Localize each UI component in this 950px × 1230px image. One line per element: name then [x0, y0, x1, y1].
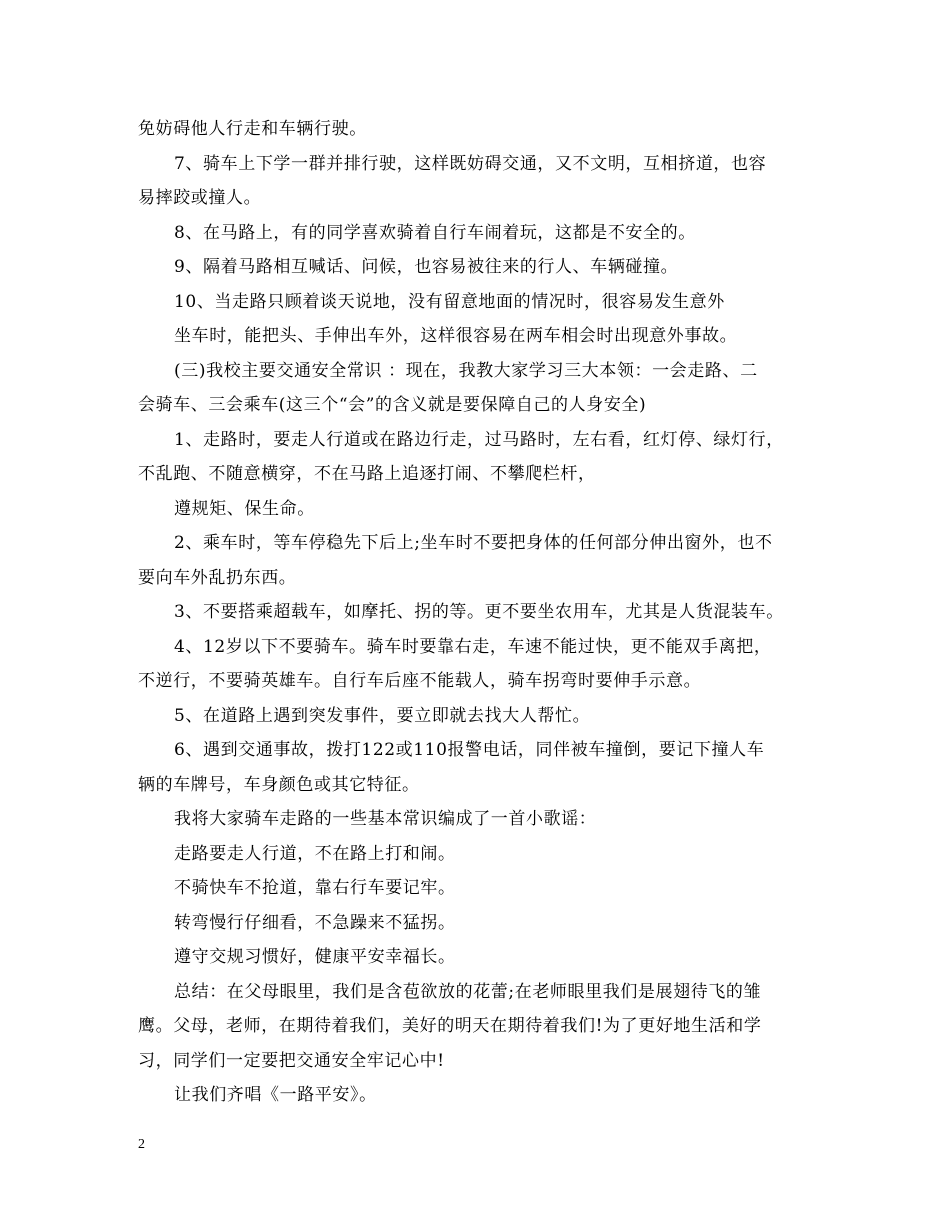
rhyme-line: 转弯慢行仔细看，不急躁来不猛拐。: [174, 912, 456, 933]
paragraph-line: 鹰。父母，老师，在期待着我们，美好的明天在期待着我们!为了更好地生活和学: [138, 1016, 762, 1036]
paragraph-line: 5、在道路上遇到突发事件，要立即就去找大人帮忙。: [174, 705, 591, 726]
paragraph-line: 让我们齐唱《一路平安》。: [174, 1085, 377, 1105]
paragraph-line: 习，同学们一定要把交通安全牢记心中!: [138, 1050, 445, 1071]
rhyme-line: 遵守交规习惯好，健康平安幸福长。: [174, 947, 456, 967]
paragraph-line: 7、骑车上下学一群并排行驶，这样既妨碍交通，又不文明，互相挤道，也容: [174, 153, 767, 174]
paragraph-line: 10、当走路只顾着谈天说地，没有留意地面的情况时，很容易发生意外: [174, 291, 725, 312]
paragraph-line: 免妨碍他人行走和车辆行驶。: [138, 119, 367, 139]
paragraph-line: 6、遇到交通事故，拨打122或110报警电话，同伴被车撞倒，要记下撞人车: [174, 740, 765, 760]
paragraph-line: 1、走路时，要走人行道或在路边行走，过马路时，左右看，红灯停、绿灯行，: [174, 429, 784, 450]
rhyme-line: 不骑快车不抢道，靠右行车要记牢。: [174, 878, 456, 898]
paragraph-line: 辆的车牌号，车身颜色或其它特征。: [138, 774, 420, 795]
paragraph-line: 遵规矩、保生命。: [174, 498, 315, 519]
paragraph-line: 会骑车、三会乘车(这三个“会”的含义就是要保障自己的人身安全): [138, 395, 647, 415]
paragraph-line: 不逆行，不要骑英雄车。自行车后座不能载人，骑车拐弯时要伸手示意。: [138, 671, 702, 691]
paragraph-line: 总结：在父母眼里，我们是含苞欲放的花蕾;在老师眼里我们是展翅待飞的雏: [174, 981, 762, 1002]
paragraph-line: 不乱跑、不随意横穿，不在马路上追逐打闹、不攀爬栏杆，: [138, 464, 596, 484]
paragraph-line: 8、在马路上，有的同学喜欢骑着自行车闹着玩，这都是不安全的。: [174, 222, 696, 243]
section-heading-line: (三)我校主要交通安全常识 ：现在，我教大家学习三大本领：一会走路、二: [174, 360, 758, 381]
paragraph-line: 易摔跤或撞人。: [138, 188, 262, 208]
paragraph-line: 要向车外乱扔东西。: [138, 567, 297, 588]
paragraph-line: 我将大家骑车走路的一些基本常识编成了一首小歌谣：: [174, 809, 597, 829]
paragraph-line: 9、隔着马路相互喊话、问候，也容易被往来的行人、车辆碰撞。: [174, 257, 679, 277]
paragraph-line: 2、乘车时，等车停稳先下后上;坐车时不要把身体的任何部分伸出窗外，也不: [174, 533, 773, 553]
rhyme-line: 走路要走人行道，不在路上打和闹。: [174, 843, 456, 864]
paragraph-line: 3、不要搭乘超载车，如摩托、拐的等。更不要坐农用车，尤其是人货混装车。: [174, 602, 784, 622]
page-number: 2: [138, 1137, 145, 1152]
document-body: [138, 112, 828, 1113]
paragraph-line: 4、12岁以下不要骑车。骑车时要靠右走，车速不能过快，更不能双手离把，: [174, 636, 772, 657]
paragraph-line: 坐车时，能把头、手伸出车外，这样很容易在两车相会时出现意外事故。: [174, 326, 738, 346]
